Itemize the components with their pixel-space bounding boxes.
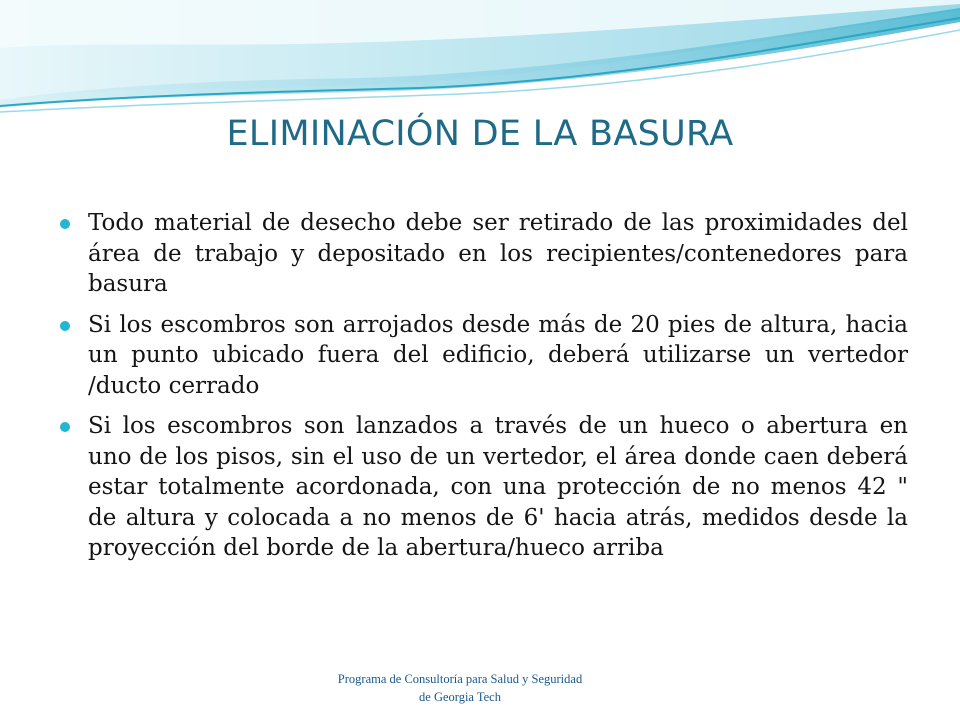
- bullet-item: [60, 310, 908, 402]
- footer-line-1: Programa de Consultoría para Salud y Seguridad: [337, 672, 583, 686]
- footer-line-2: de Georgia Tech: [419, 690, 501, 704]
- bullet-dot-icon: [60, 321, 70, 331]
- slide-title: ELIMINACIÓN DE LA BASURA: [226, 114, 734, 154]
- slide-footer: [280, 670, 640, 706]
- bullet-dot-icon: [60, 219, 70, 229]
- bullet-text: Si los escombros son arrojados desde más de 20 pies de altura, hacia un punto ubicado fuera del edificio, deberá utilizarse un vertedor /ducto cerrado: [88, 311, 908, 399]
- bullet-text: Todo material de desecho debe ser retirado de las proximidades del área de trabajo y depositado en los recipientes/contenedores para basura: [88, 210, 908, 297]
- bullet-item: [60, 208, 908, 300]
- header-wave-decoration: [0, 0, 960, 130]
- bullet-list: [60, 208, 908, 574]
- bullet-text: Si los escombros son lanzados a través de un hueco o abertura en uno de los pisos, sin el uso de un vertedor, el área donde caen deberá estar totalmente acordonada, con una protección de no menos 42 " de altura y colocada a no menos de 6' hacia atrás, medidos desde la proyección del borde de la abertura/hueco arriba: [88, 413, 908, 561]
- bullet-dot-icon: [60, 422, 70, 432]
- bullet-item: [60, 411, 908, 564]
